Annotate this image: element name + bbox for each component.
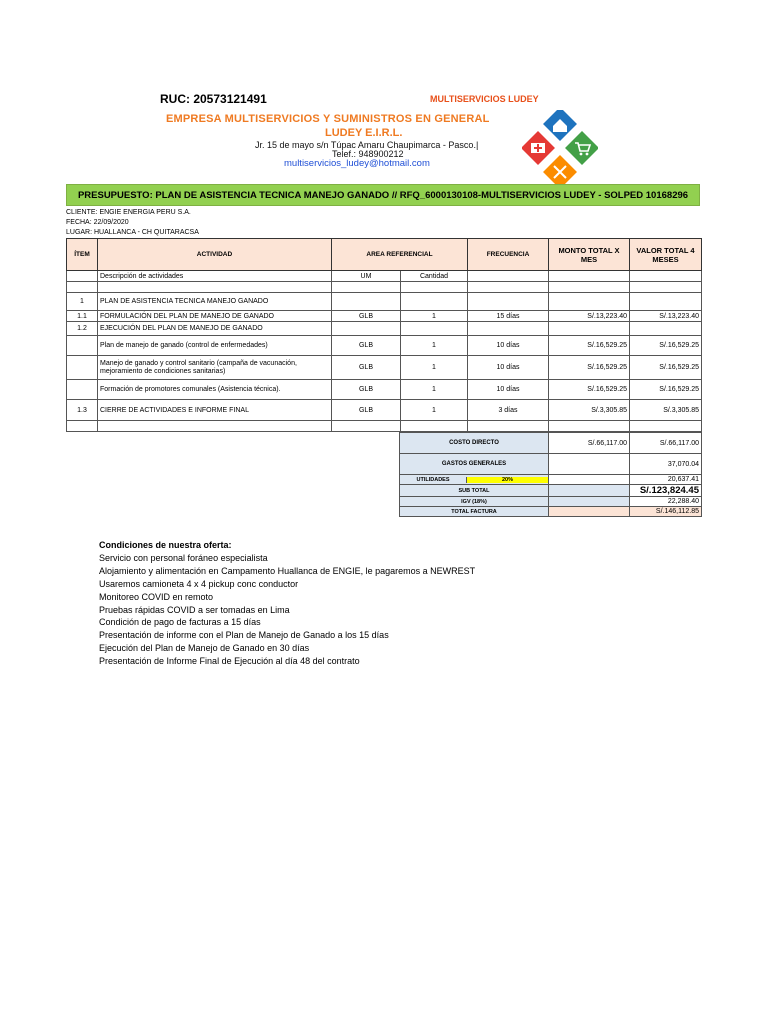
cart-icon [565, 131, 598, 165]
table-row [67, 322, 702, 336]
row-total: S/.16,529.25 [630, 336, 702, 356]
subheader-description: Descripción de actividades [98, 271, 332, 282]
row-item: 1.3 [67, 400, 98, 421]
table-row [67, 293, 702, 311]
row-total: S/.16,529.25 [630, 356, 702, 380]
row-monthly: S/.16,529.25 [549, 356, 630, 380]
conditions-heading: Condiciones de nuestra oferta: [99, 540, 232, 550]
row-item: 1.1 [67, 311, 98, 322]
row-frequency: 10 días [468, 356, 549, 380]
row-total: S/.16,529.25 [630, 380, 702, 400]
condition-item: Ejecución del Plan de Manejo de Ganado en 30 días [99, 643, 310, 654]
utilities-label: UTILIDADES [416, 476, 450, 483]
company-address: Jr. 15 de mayo s/n Túpac Amaru Chaupimarca - Pasco.| [255, 140, 479, 150]
row-description: Formación de promotores comunales (Asistencia técnica). [98, 380, 332, 400]
header-monthly: MONTO TOTAL X MES [549, 239, 630, 271]
row-total: S/.3,305.85 [630, 400, 702, 421]
house-icon [543, 110, 577, 141]
table-row [67, 311, 702, 322]
table-row [67, 380, 702, 400]
row-description: Plan de manejo de ganado (control de enfermedades) [98, 336, 332, 356]
condition-item: Servicio con personal foráneo especialista [99, 552, 268, 563]
header-frequency: FRECUENCIA [468, 239, 549, 271]
header-area: AREA REFERENCIAL [332, 239, 468, 271]
table-subheader-row [67, 271, 702, 282]
ruc-number: RUC: 20573121491 [160, 92, 267, 106]
subtotal-label: SUB TOTAL [400, 485, 549, 497]
invoice-total-value: S/.146,112.85 [630, 507, 702, 517]
row-description: FORMULACIÓN DEL PLAN DE MANEJO DE GANADO [98, 311, 332, 322]
row-monthly: S/.16,529.25 [549, 380, 630, 400]
row-um: GLB [332, 380, 401, 400]
row-um: GLB [332, 336, 401, 356]
table-row [67, 336, 702, 356]
location-info: LUGAR: HUALLANCA - CH QUITARACSA [66, 229, 199, 236]
row-frequency: 10 días [468, 336, 549, 356]
utilities-percent: 20% [466, 477, 548, 483]
company-logo [522, 110, 598, 186]
budget-table [66, 238, 702, 432]
budget-title: PRESUPUESTO: PLAN DE ASISTENCIA TECNICA MANEJO GANADO // RFQ_6000130108-MULTISERVICIOS LUDEY - SOLPED 10168296 [66, 184, 700, 206]
row-um: GLB [332, 356, 401, 380]
header-item: ÍTEM [67, 239, 98, 271]
invoice-total-label: TOTAL FACTURA [400, 507, 549, 517]
subtotal-value: S/.123,824.45 [630, 485, 702, 497]
brand-name: MULTISERVICIOS LUDEY [430, 94, 539, 104]
row-um: GLB [332, 311, 401, 322]
row-description: EJECUCIÓN DEL PLAN DE MANEJO DE GANADO [98, 322, 332, 336]
tools-icon [543, 155, 577, 186]
company-email: multiservicios_ludey@hotmail.com [284, 158, 430, 169]
header-total: VALOR TOTAL 4 MESES [630, 239, 702, 271]
row-monthly: S/.16,529.25 [549, 336, 630, 356]
condition-item: Usaremos camioneta 4 x 4 pickup conc conductor [99, 578, 299, 589]
row-quantity: 1 [401, 380, 468, 400]
row-quantity: 1 [401, 356, 468, 380]
row-monthly: S/.3,305.85 [549, 400, 630, 421]
row-quantity: 1 [401, 400, 468, 421]
subheader-quantity: Cantidad [401, 271, 468, 282]
header-activity: ACTIVIDAD [98, 239, 332, 271]
direct-cost-monthly: S/.66,117.00 [549, 433, 630, 454]
utilities-value: 20,637.41 [630, 475, 702, 485]
condition-item: Monitoreo COVID en remoto [99, 591, 214, 602]
client-info: CLIENTE: ENGIE ENERGIA PERU S.A. [66, 209, 191, 216]
condition-item: Presentación de informe con el Plan de Manejo de Ganado a los 15 días [99, 630, 389, 641]
table-row [67, 356, 702, 380]
condition-item: Presentación de Informe Final de Ejecución al día 48 del contrato [99, 656, 360, 667]
direct-cost-total: S/.66,117.00 [630, 433, 702, 454]
date-info: FECHA: 22/09/2020 [66, 219, 129, 226]
general-expenses-value: 37,070.04 [630, 454, 702, 475]
company-name-line1: EMPRESA MULTISERVICIOS Y SUMINISTROS EN GENERAL [166, 113, 490, 125]
row-item: 1 [67, 293, 98, 311]
spacer-row [67, 421, 702, 432]
igv-label: IGV (18%) [400, 497, 549, 507]
row-description: Manejo de ganado y control sanitario (campaña de vacunación, mejoramiento de condiciones sanitarias) [98, 356, 332, 380]
subheader-um: UM [332, 271, 401, 282]
totals-table [399, 432, 702, 517]
condition-item: Pruebas rápidas COVID a ser tomadas en Lima [99, 604, 290, 615]
spacer-row [67, 282, 702, 293]
row-frequency: 15 días [468, 311, 549, 322]
igv-value: 22,288.40 [630, 497, 702, 507]
direct-cost-label: COSTO DIRECTO [400, 433, 549, 454]
row-quantity: 1 [401, 311, 468, 322]
general-expenses-label: GASTOS GENERALES [400, 454, 549, 475]
row-item: 1.2 [67, 322, 98, 336]
table-row [67, 400, 702, 421]
row-total: S/.13,223.40 [630, 311, 702, 322]
offer-conditions [99, 539, 475, 668]
row-frequency: 3 días [468, 400, 549, 421]
row-quantity: 1 [401, 336, 468, 356]
row-description: PLAN DE ASISTENCIA TECNICA MANEJO GANADO [98, 293, 332, 311]
row-description: CIERRE DE ACTIVIDADES E INFORME FINAL [98, 400, 332, 421]
row-um: GLB [332, 400, 401, 421]
medical-kit-icon [522, 131, 555, 165]
row-frequency: 10 días [468, 380, 549, 400]
row-monthly: S/.13,223.40 [549, 311, 630, 322]
company-name-line2: LUDEY E.I.R.L. [325, 127, 403, 139]
company-phone: Telef.: 948900212 [332, 149, 404, 159]
condition-item: Alojamiento y alimentación en Campamento Huallanca de ENGIE, le pagaremos a NEWREST [99, 565, 476, 576]
table-header-row [67, 239, 702, 271]
condition-item: Condición de pago de facturas a 15 días [99, 617, 261, 628]
